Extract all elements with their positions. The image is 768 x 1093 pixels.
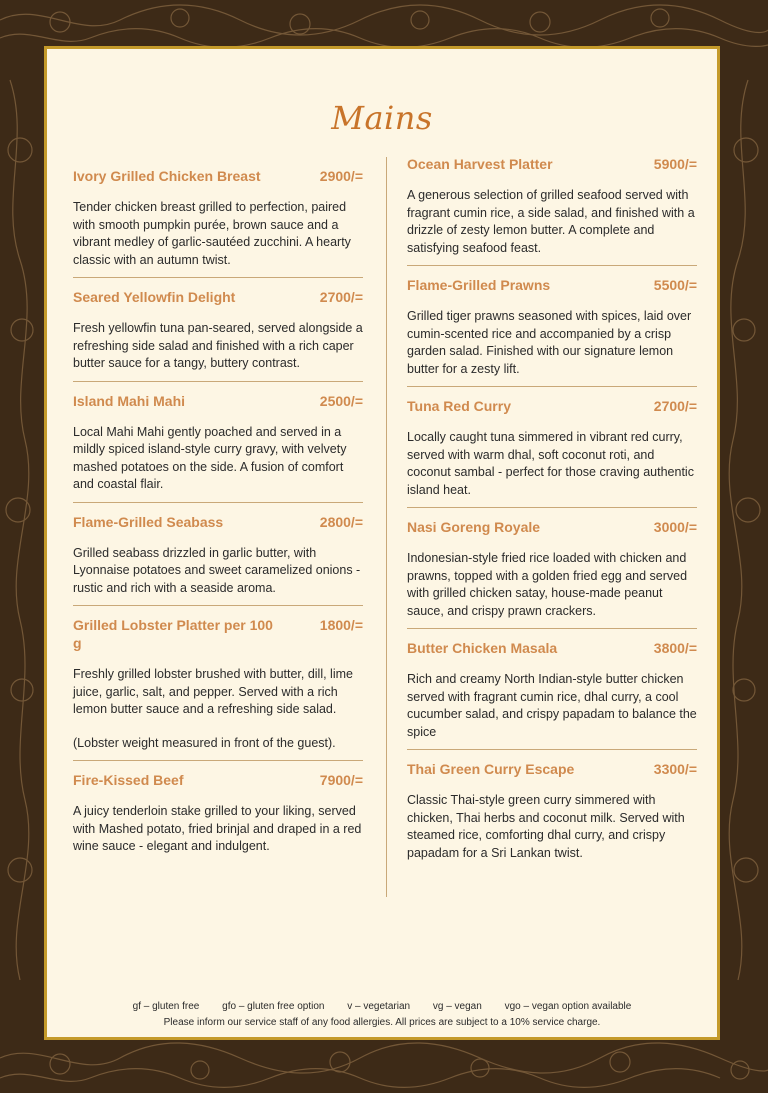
item-description: Classic Thai-style green curry simmered with chicken, Thai herbs and coconut milk. Served with steamed rice, comforting dhal curry, and crispy papadam for a Sri Lankan twist. (407, 793, 685, 860)
menu-item (73, 288, 363, 382)
menu-item (73, 167, 363, 278)
item-name: Thai Green Curry Escape (407, 761, 575, 777)
item-description: A juicy tenderloin stake grilled to your liking, served with Mashed potato, fried brinjal and draped in a red wine sauce - elegant and indulgent. (73, 804, 362, 853)
item-price: 2700/= (319, 289, 363, 305)
menu-item (407, 397, 697, 508)
legend-item: vgo – vegan option available (504, 1001, 632, 1012)
menu-item (407, 518, 697, 629)
item-description: Locally caught tuna simmered in vibrant red curry, served with warm dhal, soft coconut roti, and coconut sambal - perfect for those craving authentic island heat. (407, 430, 694, 497)
item-description: Fresh yellowfin tuna pan-seared, served alongside a refreshing side salad and finished with a rich caper butter sauce for a tangy, buttery contrast. (73, 321, 363, 370)
item-note: (Lobster weight measured in front of the guest). (73, 735, 336, 750)
item-price: 3300/= (653, 761, 697, 777)
legend-item: vg – vegan (432, 1001, 482, 1012)
right-column (407, 149, 697, 880)
item-name: Butter Chicken Masala (407, 640, 558, 656)
item-name: Tuna Red Curry (407, 398, 511, 414)
item-name: Grilled Lobster Platter per 100 g (73, 617, 273, 651)
item-price: 3800/= (653, 640, 697, 656)
menu-item (73, 392, 363, 503)
item-name: Ivory Grilled Chicken Breast (73, 168, 261, 184)
item-description: Indonesian-style fried rice loaded with chicken and prawns, topped with a golden fried egg and served with grilled chicken satay, house-made peanut sauce, and crispy prawn crackers. (407, 551, 688, 618)
item-price: 2500/= (319, 392, 363, 409)
menu-item (73, 513, 363, 607)
item-price: 5900/= (653, 156, 697, 172)
left-column (73, 161, 363, 874)
legend-item: gf – gluten free (132, 1001, 200, 1012)
item-name: Flame-Grilled Prawns (407, 277, 551, 293)
allergy-notice: Please inform our service staff of any food allergies. All prices are subject to a 10% service charge. (163, 1017, 601, 1028)
item-price: 5500/= (653, 277, 697, 293)
menu-panel (44, 46, 720, 1040)
item-name: Ocean Harvest Platter (407, 156, 553, 172)
menu-item (407, 760, 697, 870)
item-name: Island Mahi Mahi (73, 392, 186, 409)
item-price: 2700/= (653, 398, 697, 414)
item-description: Rich and creamy North Indian-style butter chicken served with fragrant cumin rice, dhal curry, a cool cucumber salad, and crispy papadam to balance the spice (407, 672, 697, 739)
page-title: Mains (331, 99, 433, 137)
dietary-legend (47, 999, 717, 1015)
item-price: 2800/= (319, 513, 363, 530)
menu-item (407, 639, 697, 750)
menu-item (73, 771, 363, 864)
item-price: 7900/= (319, 772, 363, 788)
item-description: Grilled seabass drizzled in garlic butter, with Lyonnaise potatoes and sweet caramelized onions - rustic and rich with a seaside aroma. (73, 545, 361, 595)
menu-item (407, 155, 697, 266)
item-name: Seared Yellowfin Delight (73, 289, 236, 305)
item-name: Flame-Grilled Seabass (73, 513, 224, 530)
legend-item: v – vegetarian (347, 1001, 411, 1012)
item-description: Grilled tiger prawns seasoned with spices, laid over cumin-scented rice and accompanied by a crisp garden salad. Finished with our signature lemon butter for a zesty lift. (407, 309, 692, 376)
item-description: Tender chicken breast grilled to perfection, paired with smooth pumpkin purée, brown sauce and a vibrant medley of garlic-sautéed zucchini. A hearty classic with an autumn twist. (73, 200, 351, 267)
column-divider (386, 157, 387, 897)
menu-item (73, 616, 363, 761)
item-price: 2900/= (319, 168, 363, 184)
item-name: Fire-Kissed Beef (73, 772, 184, 788)
legend-item: gfo – gluten free option (222, 1001, 325, 1012)
item-description: A generous selection of grilled seafood served with fragrant cumin rice, a side salad, and finished with a drizzle of zesty lemon butter. A complete and satisfying seafood feast. (407, 188, 695, 255)
menu-item (407, 276, 697, 387)
item-price: 1800/= (319, 617, 363, 633)
item-description: Local Mahi Mahi gently poached and served in a mildly spiced island-style curry gravy, with velvety mashed potatoes on the side. A fusion of comfort and coastal flair. (73, 424, 347, 491)
footer (47, 999, 717, 1031)
item-name: Nasi Goreng Royale (407, 519, 541, 535)
item-description: Freshly grilled lobster brushed with butter, dill, lime juice, garlic, salt, and pepper. Served with a rich lemon butter sauce and a refreshing side salad. (73, 667, 353, 716)
item-price: 3000/= (653, 519, 697, 535)
